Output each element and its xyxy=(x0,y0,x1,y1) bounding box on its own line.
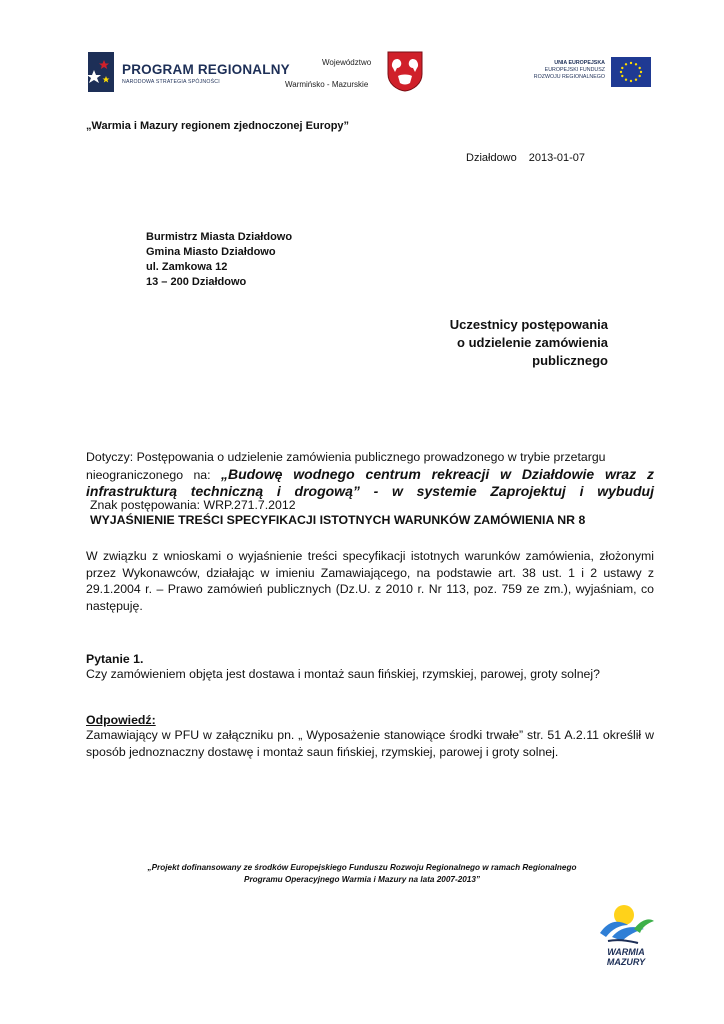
question-text: Czy zamówieniem objęta jest dostawa i montaż saun fińskiej, rzymskiej, parowej, groty solnej? xyxy=(86,667,600,681)
subject-line-2-plain: nieograniczonego na: xyxy=(86,467,221,482)
subject-line-1: Dotyczy: Postępowania o udzielenie zamówienia publicznego prowadzonego w trybie przetargu xyxy=(86,450,606,464)
letter-date xyxy=(466,152,597,164)
sender-line-1: Burmistrz Miasta Działdowo xyxy=(146,231,293,243)
procedure-reference: Znak postępowania: WRP.271.7.2012 xyxy=(90,498,296,512)
document-title: WYJAŚNIENIE TREŚCI SPECYFIKACJI ISTOTNYCH WARUNKÓW ZAMÓWIENIA NR 8 xyxy=(90,513,586,527)
sender-line-3: ul. Zamkowa 12 xyxy=(146,261,228,273)
recipient-line-2: o udzielenie zamówienia xyxy=(457,335,608,350)
svg-text:WARMIA: WARMIA xyxy=(607,947,645,957)
sender-line-2: Gmina Miasto Działdowo xyxy=(146,246,276,258)
stars-program-logo-icon xyxy=(84,48,118,96)
program-regionalny-logo xyxy=(84,48,290,98)
svg-text:MAZURY: MAZURY xyxy=(606,957,646,967)
sender-address xyxy=(146,230,292,290)
recipient-line-3: publicznego xyxy=(532,353,608,368)
voivodeship-name: Warmińsko - Mazurskie xyxy=(285,80,369,89)
footer-line-2: Programu Operacyjnego Warmia i Mazury na lata 2007-2013” xyxy=(243,875,481,884)
subject-line-2 xyxy=(86,466,654,484)
eu-logo-line3: ROZWOJU REGIONALNEGO xyxy=(533,74,605,80)
voivodeship-label: Województwo xyxy=(322,58,372,67)
eu-flag-icon xyxy=(611,57,651,87)
subject-line-2-italic: „Budowę wodnego centrum rekreacji w Działdowie wraz z xyxy=(220,465,655,482)
recipient-block xyxy=(420,316,608,370)
answer-text: Zamawiający w PFU w załączniku pn. „ Wyposażenie stanowiące środki trwałe” str. 51 A.2.11 określił w sposób jednoznaczny dostawę i montaż saun fińskiej, rzymskiej, parowej i groty solnej. xyxy=(86,728,654,759)
sender-line-4: 13 – 200 Działdowo xyxy=(146,276,247,288)
subject-line-3: infrastrukturą techniczną i drogową” - w systemie Zaprojektuj i wybuduj xyxy=(86,483,654,499)
coat-of-arms-icon xyxy=(386,50,424,92)
answer-heading: Odpowiedź: xyxy=(86,713,156,727)
warmia-mazury-logo-icon xyxy=(594,903,658,967)
recipient-line-1: Uczestnicy postępowania xyxy=(449,317,608,332)
footer-note xyxy=(80,862,644,886)
subject-block xyxy=(86,449,654,500)
intro-paragraph: W związku z wnioskami o wyjaśnienie treści specyfikacji istotnych warunków zamówienia, złożonymi przez Wykonawców, działając w imieniu Zamawiającego, na podstawie art. 38 ust. 1 i 2 ustawy z 29.1.2004 r. – Prawo zamówień publicznych (Dz.U. z 2010 r. Nr 113, poz. 759 ze zm.), wyjaśniam, co następuję. xyxy=(86,549,654,613)
slogan: „Warmia i Mazury regionem zjednoczonej Europy” xyxy=(86,120,350,132)
eu-logo-line2: EUROPEJSKI FUNDUSZ xyxy=(544,67,605,73)
program-logo-title: PROGRAM REGIONALNY xyxy=(122,62,290,77)
program-logo-subtitle: NARODOWA STRATEGIA SPÓJNOŚCI xyxy=(122,79,220,85)
eu-logo-line1: UNIA EUROPEJSKA xyxy=(554,60,605,66)
question-heading: Pytanie 1. xyxy=(86,652,144,666)
letter-date-value: 2013-01-07 xyxy=(528,152,586,164)
eu-logo-text xyxy=(520,60,605,81)
letter-place: Działdowo xyxy=(466,152,517,164)
footer-line-1: „Projekt dofinansowany ze środków Europejskiego Funduszu Rozwoju Regionalnego w ramach Regionalnego xyxy=(147,863,577,872)
